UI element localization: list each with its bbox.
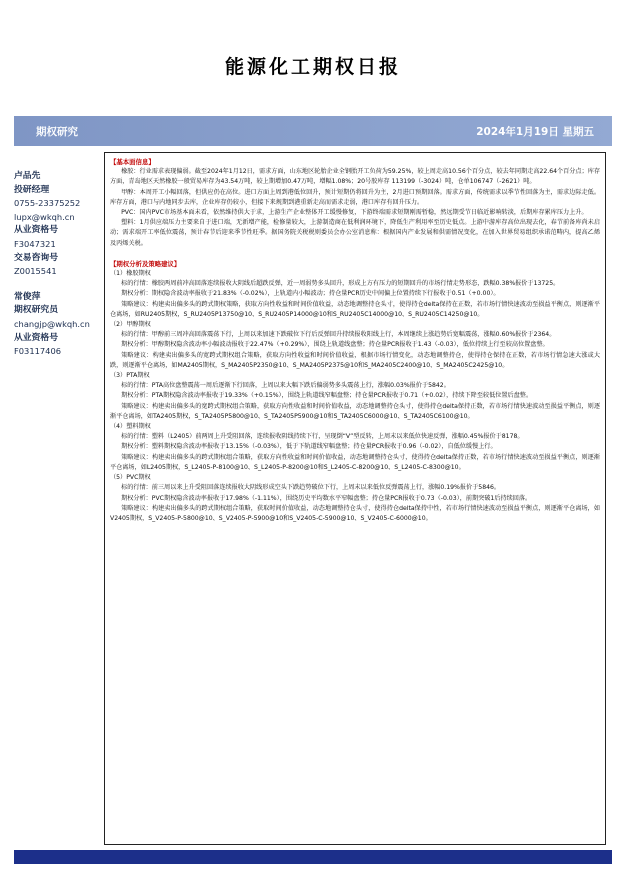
rubber-strategy: 策略建议：构建卖出偏多头的跨式期权策略，获取方向性收益和时间价值收益，动态地调整持仓头寸，使得持仓delta保持在正数，若市场行情快速波动至损益平衡点，则逐渐平仓离场，如RU2405期权，S_RU2405P13750@10、S_RU2405P14000@10和S_RU2405C14000@10、S_RU2405C14250@10。 [110, 300, 600, 318]
banner-date: 2024年1月19日 星期五 [476, 126, 594, 138]
analyst-consult: Z0015541 [14, 266, 57, 277]
report-title: 能源化工期权日报 [224, 56, 401, 78]
rubber-analysis: 期权分析：期权隐含波动率报收于21.83%（-0.02%），上轨道内小幅波动；持仓量PCR历史中间偏上位置持续下行报收于0.51（+0.00）。 [121, 290, 500, 298]
analyst-license: F3047321 [14, 238, 56, 249]
header-banner [14, 116, 612, 146]
researcher-role: 期权研究员 [14, 305, 58, 316]
block-title-pvc: （5）PVC期权 [110, 474, 151, 482]
pta-analysis: 期权分析：PTA期权隐含波动率报收于19.33%（+0.15%），围绕上轨道线窄幅盘整；持仓量PCR报收于0.71（+0.02），持续下降至较低位置后盘整。 [121, 392, 533, 400]
pvc-strategy: 策略建议：构建卖出偏多头的跨式期权组合策略，获取时间价值收益，动态地调整持仓头寸，使得持仓delta保持中性，若市场行情快速波动至损益平衡点，则逐渐平仓离场，如V2405期权，S_V2405-P-5800@10、S_V2405-P-5900@10和S_V2405-C-5900@10、S_V2405-C-6000@10。 [110, 504, 600, 522]
rubber-market: 标的行情：橡胶两周前冲高回落连续报收大阴线后超跌反弹，近一周弱势多头回升，形成上方有压力的短期回升的市场行情走势形态，跌幅0.38%报价于13725。 [121, 280, 560, 288]
analyst-sidebar [14, 170, 100, 359]
analyst-role: 投研经理 [14, 184, 50, 195]
plastic-analysis: 期权分析：塑料期权隐含波动率报收于13.15%（-0.03%），低于下轨道线窄幅盘整；持仓量PCR报收于0.96（-0.02），自低位缓慢上行。 [121, 443, 497, 451]
plastic-market: 标的行情：塑料（L2405）前两周上升受阻回落，连续报收阴线持续下行，呈现倒“V”型反转，上周末以来低位快速反弹，涨幅0.45%报价于8178。 [121, 433, 524, 441]
fundamentals-pvc: PVC：国内PVC市场基本面未看，依然维持供大于求，上游生产企业整体开工缓慢修复，下游终端需求短期刚需暂稳，然远期受节日临近影响转淡，后期库存累库压力上升。 [121, 209, 588, 217]
block-title-methanol: （2）甲醇期权 [110, 321, 151, 329]
pta-market: 标的行情：PTA高位盘整震荡一周后逐渐下行回落，上周以来大幅下跌后偏弱势多头震荡上行，涨幅0.03%报价于5842。 [121, 382, 450, 390]
fundamentals-rubber: 橡胶：行业需求表现偏弱。截至2024年1月12日，需求方面，山东地区轮胎企业全钢胎开工负荷为59.25%，较上周走高10.56个百分点，较去年同期走高22.64个百分点；库存方面，青岛地区天然橡胶一般贸易库存为43.54万吨，较上期增加0.47万吨，增幅1.08%；20号胶库存 113199（-3024）吨，仓单106747（-2621）吨。 [110, 168, 600, 186]
analyst-phone: 0755-23375252 [14, 198, 81, 209]
analyst-consult-label: 交易咨询号 [14, 252, 58, 263]
footer-bar [14, 850, 612, 864]
section-spacer [110, 249, 600, 259]
block-title-rubber: （1）橡胶期权 [110, 270, 151, 278]
methanol-strategy: 策略建议：构建卖出偏多头的宽跨式期权组合策略，获取方向性收益和时间价值收益，根据市场行情变化，动态地调整持仓，使得持仓保持在正数，若市场行情急速大涨或大跌，则逐渐平仓离场，如MA2405期权，S_MA2405P2350@10、S_MA2405P2375@10和S_MA2405C2400@10、S_MA2405C2425@10。 [110, 351, 600, 369]
fundamentals-heading: 【基本面信息】 [110, 158, 155, 166]
pvc-analysis: 期权分析：PVC期权隐含波动率报收于17.98%（-1.11%），围绕历史平均数水平窄幅盘整；持仓量PCR报收于0.73（-0.03），前期突破1后持续回落。 [121, 494, 532, 502]
analyst-license-label: 从业资格号 [14, 225, 58, 236]
fundamentals-plastic: 塑料：1月供应端压力主要来自于进口端，无新增产能，检修量较大，上游制造商在低利润环境下，降低生产利用率至历史低点。上游中游库存高位出现去化，春节前备库尚未启动；需求端开工率低位震荡，预计春节后迎来季节性旺季。据国务院关税税则委员会办公室消息称：根据国内产业发展和供需情况变化，在加入世界贸易组织承诺范畴内，提高乙烯及丙烯关税。 [110, 219, 600, 247]
pta-strategy: 策略建议：构建卖出偏多头的宽跨式期权组合策略，获取方向性收益和时间价值收益，动态地调整持仓头寸，使得持仓delta保持正数，若市场行情快速波动至损益平衡点，则逐渐平仓离场，如TA2405期权，S_TA2405P5800@10、S_TA2405P5900@10和S_TA2405C6000@10、S_TA2405C6100@10。 [110, 402, 600, 420]
block-title-plastic: （4）塑料期权 [110, 423, 151, 431]
sidebar-spacer [14, 279, 100, 291]
researcher-email: changjp@wkqh.cn [14, 318, 90, 329]
methanol-market: 标的行情：甲醇前三周冲高回落震荡下行，上周以来加速下跌破位下行后反弹回升持续报收阳线上行，本周继续上涨趋势后宽幅震荡，涨幅0.60%报价于2364。 [121, 331, 556, 339]
report-content-box [104, 152, 606, 845]
researcher-license-label: 从业资格号 [14, 332, 58, 343]
analyst-name: 卢品先 [14, 171, 41, 181]
methanol-analysis: 期权分析：甲醇期权隐含波动率小幅波动报收于22.47%（+0.29%），围绕上轨道线盘整；持仓量PCR报收于1.43（-0.03），低位持续上行至较高位置盘整。 [121, 341, 549, 349]
plastic-strategy: 策略建议：构建卖出偏多头的跨式期权组合策略，获取方向性收益和时间价值收益，动态地调整持仓头寸，使得持仓delta保持正数，若市场行情快速波动至损益平衡点，则逐渐平仓离场，如L2405期权，S_L2405-P-8100@10、S_L2405-P-8200@10和S_L2405-C-8200@10、S_L2405-C-8300@10。 [110, 453, 600, 471]
researcher-name: 常俊萍 [14, 291, 41, 302]
block-title-pta: （3）PTA期权 [110, 372, 150, 380]
fundamentals-methanol: 甲醇：本周开工小幅回落，但供应仍在高位。进口方面上周到港低位回升，预计短期仍将回升为主，2月进口预期回落。需求方面，传统需求以季节性回落为主，需求边际走低。库存方面，港口与内地同步去库，企业库存仍较小，但接下来规期到港重新走高而需求走弱，港口库存有回升压力。 [110, 188, 600, 206]
pvc-market: 标的行情：前三周以来上升受阻回落连续报收大阴线形成空头下跌趋势破位下行，上周末以来低位反弹震荡上行，涨幅0.19%报价于5846。 [121, 484, 501, 492]
analyst-email: lupx@wkqh.cn [14, 211, 75, 222]
banner-category: 期权研究 [36, 126, 78, 138]
researcher-license: F03117406 [14, 346, 62, 357]
strategy-heading: 【期权分析及策略建议】 [110, 259, 181, 268]
